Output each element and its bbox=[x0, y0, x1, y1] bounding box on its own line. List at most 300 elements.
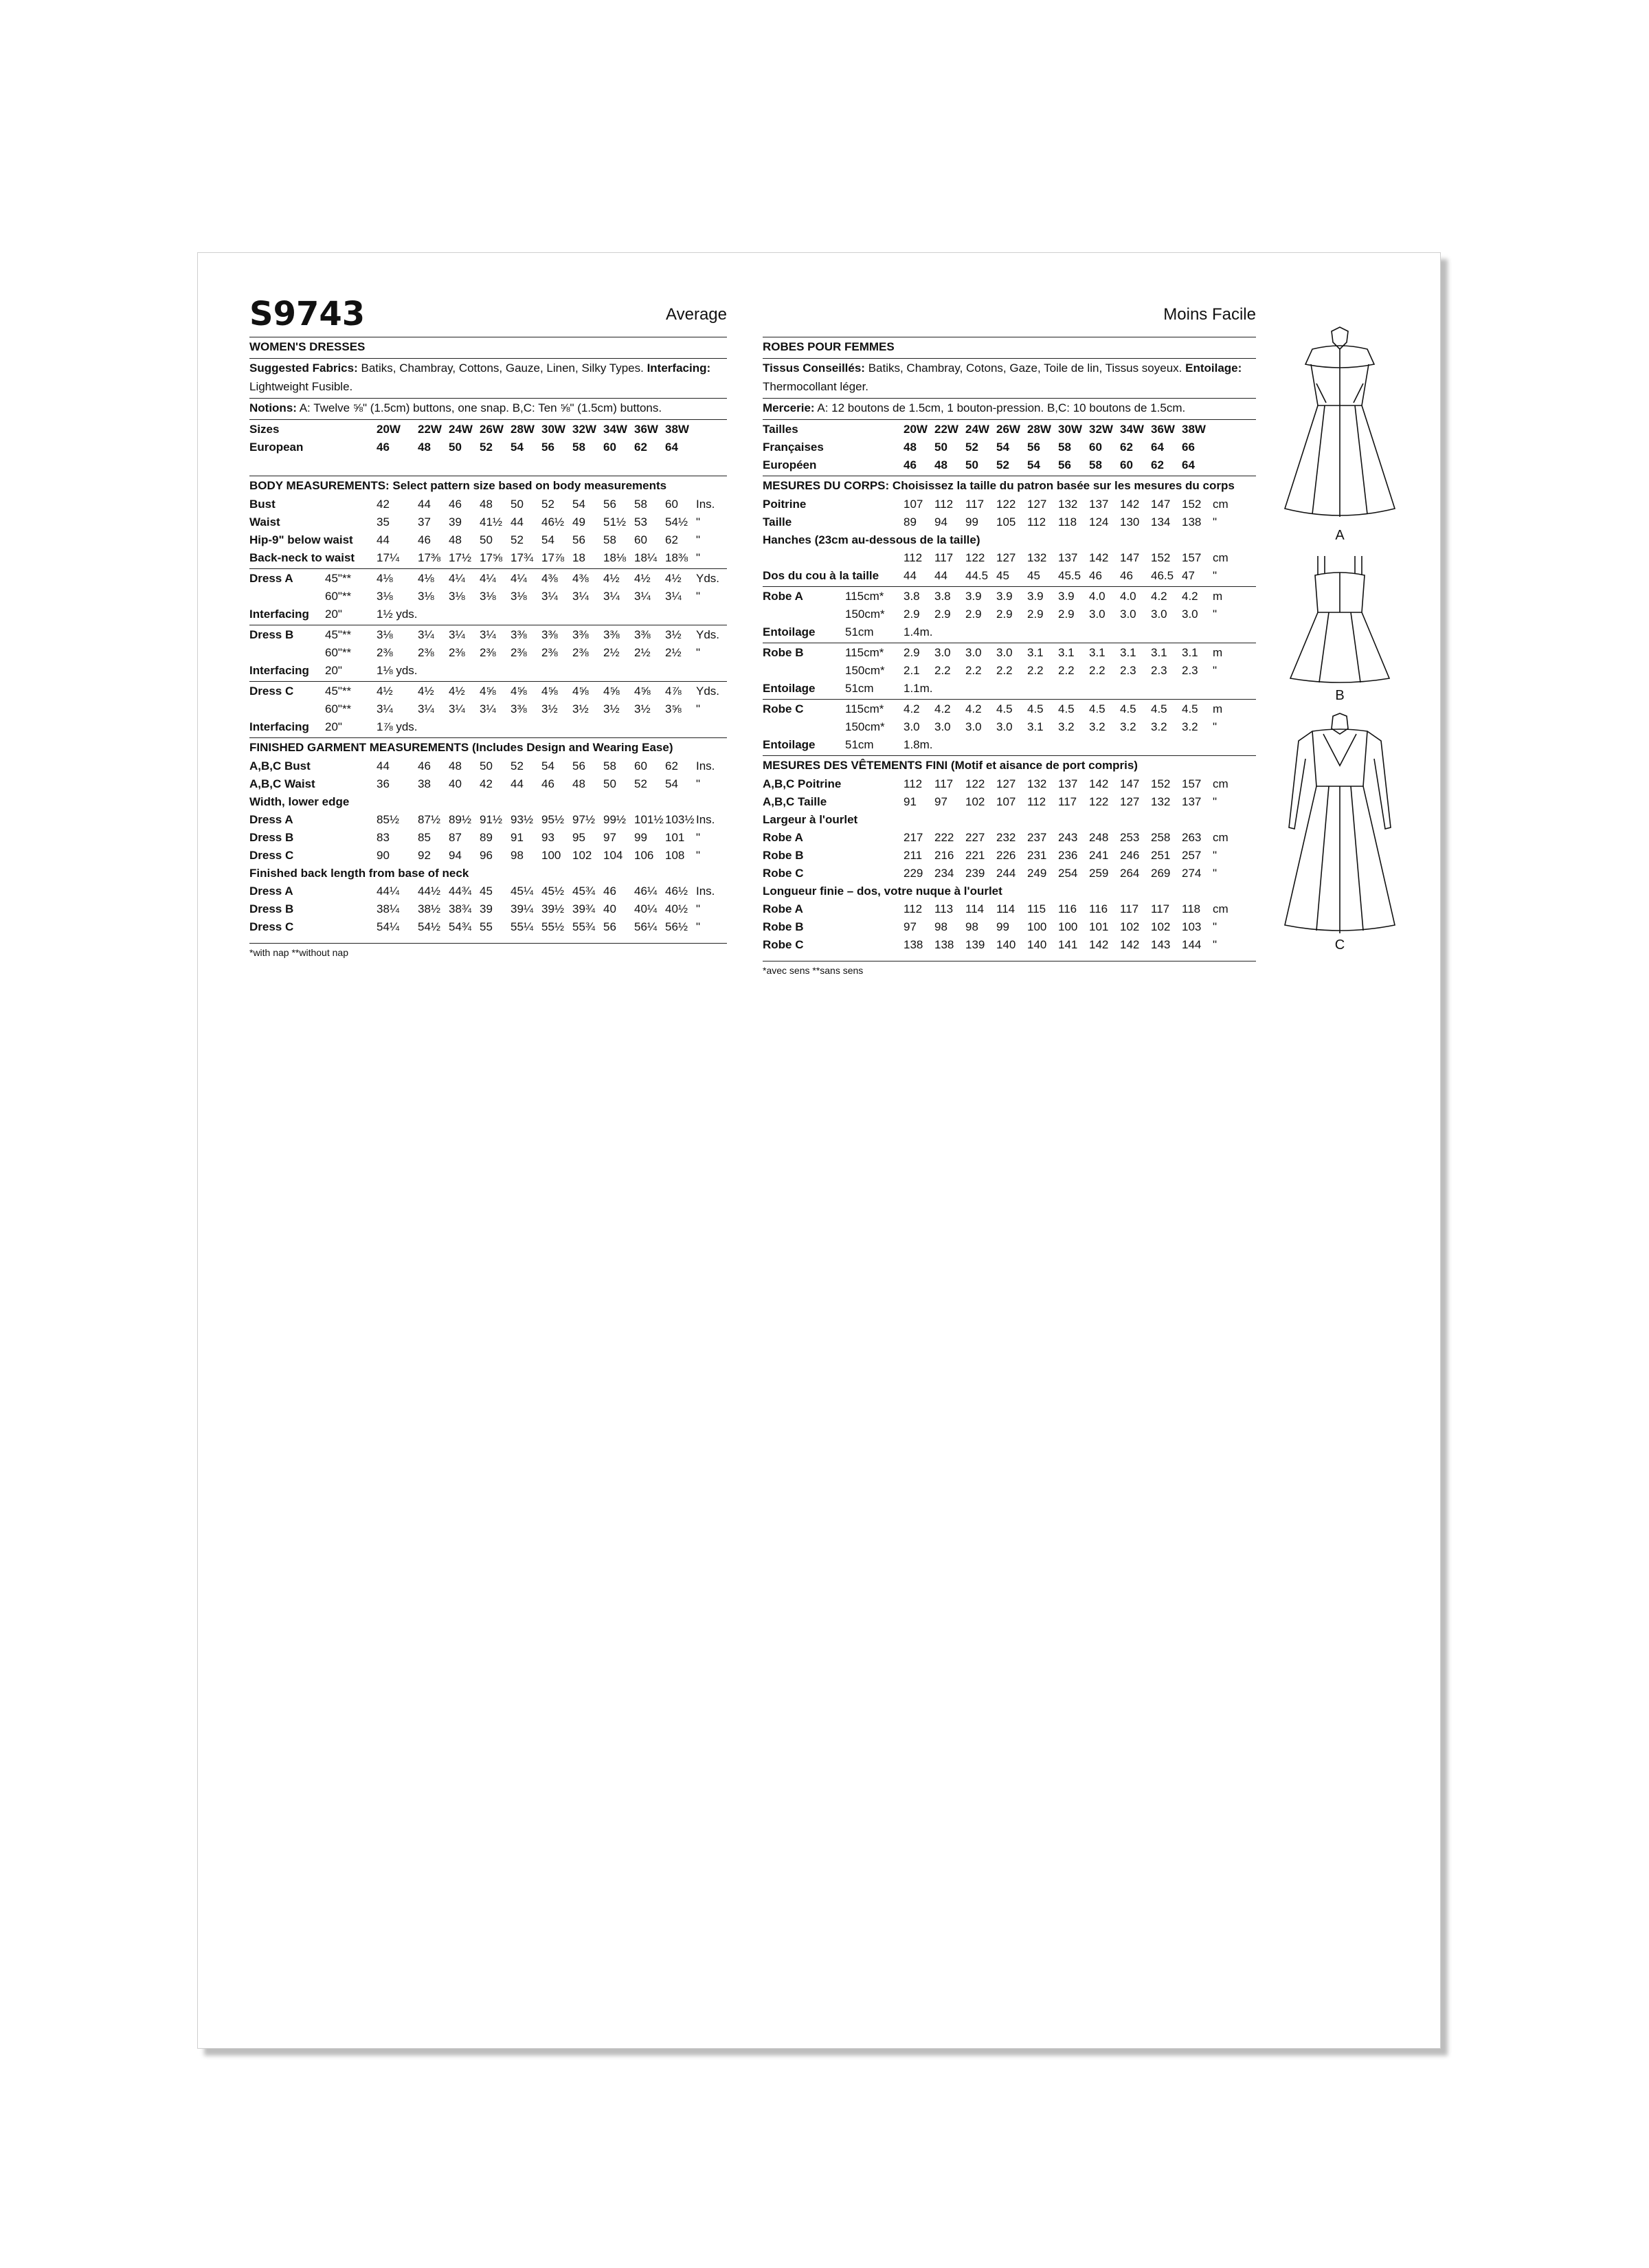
view-letter-a: A bbox=[1335, 528, 1345, 543]
cell-value: 36 bbox=[377, 777, 390, 790]
cell-value: 132 bbox=[1027, 551, 1047, 564]
cell-value: 22W bbox=[934, 422, 958, 436]
cell-value: 91 bbox=[904, 794, 917, 808]
cell-value: 28W bbox=[1027, 422, 1051, 436]
cell-value: 139 bbox=[965, 937, 985, 951]
cell-value: 229 bbox=[904, 866, 923, 880]
cell-value: 4⅛ bbox=[377, 571, 393, 585]
cell-value: 138 bbox=[1182, 515, 1202, 529]
cell-value: 89 bbox=[480, 830, 493, 844]
yardage-tables-fr bbox=[763, 586, 1256, 755]
cell-value: 2.2 bbox=[1027, 663, 1044, 677]
cell-value: 56 bbox=[572, 533, 585, 546]
row-label: Dress B bbox=[249, 830, 294, 844]
table-row bbox=[763, 587, 1256, 605]
footnote: *with nap **without nap bbox=[249, 943, 727, 962]
cell-value: 54¾ bbox=[449, 920, 472, 933]
cell-value: 2.2 bbox=[965, 663, 982, 677]
cell-value: 1⅛ yds. bbox=[377, 663, 418, 677]
table-row bbox=[249, 718, 727, 735]
row-label: Back-neck to waist bbox=[249, 551, 355, 564]
cell-value: 46.5 bbox=[1151, 568, 1174, 582]
cell-value: 112 bbox=[904, 902, 923, 915]
cell-value: 124 bbox=[1089, 515, 1109, 529]
cell-value: 52 bbox=[634, 777, 647, 790]
cell-value: 54 bbox=[541, 533, 554, 546]
cell-value: 3.1 bbox=[1058, 645, 1075, 659]
cell-value: 50 bbox=[449, 440, 462, 454]
unit: " bbox=[696, 589, 701, 603]
cell-value: 140 bbox=[996, 937, 1016, 951]
cell-value: 221 bbox=[965, 848, 985, 862]
table-row bbox=[249, 757, 727, 775]
cell-value: 114 bbox=[965, 902, 985, 915]
cell-value: 2⅜ bbox=[511, 645, 527, 659]
cell-value: 137 bbox=[1182, 794, 1202, 808]
cell-value: 216 bbox=[934, 848, 954, 862]
unit: " bbox=[696, 702, 701, 715]
cell-value: 3¼ bbox=[665, 589, 682, 603]
cell-value: 236 bbox=[1058, 848, 1078, 862]
unit: cm bbox=[1213, 777, 1229, 790]
cell-value: 248 bbox=[1089, 830, 1109, 844]
cell-value: 2.9 bbox=[934, 607, 951, 621]
table-row bbox=[249, 569, 727, 587]
cell-value: 62 bbox=[665, 533, 678, 546]
cell-value: 60 bbox=[665, 497, 678, 511]
interfacing-value-fr: Thermocollant léger. bbox=[763, 380, 869, 393]
table-row bbox=[249, 587, 727, 605]
sizes-table-fr bbox=[763, 419, 1256, 476]
cell-value: 38 bbox=[418, 777, 431, 790]
table-row bbox=[763, 846, 1256, 864]
cell-value: 2.2 bbox=[1089, 663, 1106, 677]
cell-value: 117 bbox=[1151, 902, 1170, 915]
row-label: Hip-9" below waist bbox=[249, 533, 353, 546]
cell-value: 3⅛ bbox=[511, 589, 527, 603]
fabrics-text-fr bbox=[763, 358, 1256, 398]
cell-value: 3.9 bbox=[1058, 589, 1075, 603]
cell-value: 113 bbox=[934, 902, 954, 915]
cell-value: 97 bbox=[934, 794, 947, 808]
unit: " bbox=[696, 920, 701, 933]
cell-value: 38¾ bbox=[449, 902, 472, 915]
cell-value: 52 bbox=[511, 759, 524, 772]
cell-value: 85½ bbox=[377, 812, 400, 826]
row-label: Entoilage bbox=[763, 737, 816, 751]
table-row bbox=[763, 513, 1256, 531]
cell-value: 38W bbox=[1182, 422, 1206, 436]
row-label: Interfacing bbox=[249, 607, 309, 621]
row-label: Bust bbox=[249, 497, 276, 511]
unit: cm bbox=[1213, 902, 1229, 915]
cell-value: 4⅝ bbox=[572, 684, 589, 698]
cell-value: 3⅜ bbox=[511, 702, 527, 715]
cell-value: 58 bbox=[1089, 458, 1102, 471]
cell-value: 107 bbox=[996, 794, 1016, 808]
cell-value: 2.9 bbox=[904, 645, 920, 659]
fabric-width: 150cm* bbox=[845, 720, 885, 733]
cell-value: 38¼ bbox=[377, 902, 400, 915]
header bbox=[249, 294, 727, 337]
cell-value: 3.2 bbox=[1151, 720, 1167, 733]
cell-value: 39½ bbox=[541, 902, 565, 915]
yardage-group bbox=[249, 568, 727, 625]
row-label: Robe C bbox=[763, 702, 804, 715]
cell-value: 3½ bbox=[572, 702, 589, 715]
body-title: BODY MEASUREMENTS: bbox=[249, 479, 390, 492]
cell-value: 46 bbox=[377, 440, 390, 454]
unit: Yds. bbox=[696, 684, 720, 698]
cell-value: 54 bbox=[511, 440, 524, 454]
cell-value: 112 bbox=[1027, 794, 1046, 808]
cell-value: 142 bbox=[1089, 937, 1109, 951]
notions-label-fr: Mercerie: bbox=[763, 401, 815, 414]
finished-rows bbox=[249, 757, 727, 935]
cell-value: 60 bbox=[603, 440, 616, 454]
cell-value: 60 bbox=[1120, 458, 1133, 471]
cell-value: 60 bbox=[1089, 440, 1102, 454]
cell-value: 44 bbox=[377, 759, 390, 772]
cell-value: 44 bbox=[904, 568, 917, 582]
cell-value: 100 bbox=[1027, 920, 1047, 933]
cell-value: 1.8m. bbox=[904, 737, 933, 751]
row-label: Robe A bbox=[763, 830, 803, 844]
yardage-group bbox=[763, 586, 1256, 643]
row-label: A,B,C Bust bbox=[249, 759, 311, 772]
cell-value: 92 bbox=[418, 848, 431, 862]
body-title-rest: Select pattern size based on body measurements bbox=[389, 479, 667, 492]
row-label: Françaises bbox=[763, 440, 824, 454]
cell-value: 55 bbox=[480, 920, 493, 933]
cell-value: 3.2 bbox=[1182, 720, 1198, 733]
cell-value: 3⅜ bbox=[572, 627, 589, 641]
body-measurements-title-fr bbox=[763, 476, 1256, 495]
cell-value: 115 bbox=[1027, 902, 1046, 915]
cell-value: 249 bbox=[1027, 866, 1047, 880]
row-label: Robe A bbox=[763, 902, 803, 915]
cell-value: 4¼ bbox=[449, 571, 465, 585]
cell-value: 46 bbox=[418, 533, 431, 546]
row-label: Robe B bbox=[763, 920, 804, 933]
table-row bbox=[763, 828, 1256, 846]
cell-value: 251 bbox=[1151, 848, 1171, 862]
cell-value: 2.2 bbox=[1058, 663, 1075, 677]
notions-text-fr bbox=[763, 398, 1256, 419]
cell-value: 4⅞ bbox=[665, 684, 682, 698]
row-label: Dress C bbox=[249, 848, 294, 862]
unit: " bbox=[696, 830, 701, 844]
cell-value: 3⅛ bbox=[480, 589, 496, 603]
cell-value: 102 bbox=[1151, 920, 1171, 933]
cell-value: 3½ bbox=[541, 702, 558, 715]
cell-value: 55½ bbox=[541, 920, 565, 933]
cell-value: 40 bbox=[603, 902, 616, 915]
cell-value: 44¾ bbox=[449, 884, 472, 898]
cell-value: 118 bbox=[1058, 515, 1077, 529]
fabric-width: 115cm* bbox=[845, 645, 884, 659]
unit: " bbox=[696, 902, 701, 915]
row-label: Dress B bbox=[249, 902, 294, 915]
unit: " bbox=[1213, 568, 1218, 582]
cell-value: 46¼ bbox=[634, 884, 658, 898]
cell-value: 122 bbox=[965, 777, 985, 790]
cell-value: 2½ bbox=[634, 645, 651, 659]
cell-value: 18¼ bbox=[634, 551, 658, 564]
cell-value: 37 bbox=[418, 515, 431, 529]
body-rows bbox=[249, 495, 727, 566]
cell-value: 52 bbox=[996, 458, 1009, 471]
cell-value: 3⅛ bbox=[449, 589, 465, 603]
cell-value: 60 bbox=[634, 759, 647, 772]
cell-value: 87 bbox=[449, 830, 462, 844]
cell-value: 231 bbox=[1027, 848, 1047, 862]
fabric-width: 20" bbox=[325, 720, 342, 733]
fabrics-value-fr: Batiks, Chambray, Cotons, Gaze, Toile de lin, Tissus soyeux. bbox=[864, 362, 1186, 375]
dress-a-drawing bbox=[1271, 322, 1409, 528]
cell-value: 89 bbox=[904, 515, 917, 529]
cell-value: 3½ bbox=[603, 702, 620, 715]
table-row bbox=[249, 900, 727, 918]
cell-value: 66 bbox=[1182, 440, 1195, 454]
cell-value: 4½ bbox=[418, 684, 434, 698]
row-label: A,B,C Poitrine bbox=[763, 777, 842, 790]
cell-value: 53 bbox=[634, 515, 647, 529]
cell-value: 4.0 bbox=[1089, 589, 1106, 603]
cell-value: 51½ bbox=[603, 515, 627, 529]
table-row bbox=[249, 625, 727, 643]
cell-value: 2⅜ bbox=[541, 645, 558, 659]
cell-value: 56 bbox=[603, 497, 616, 511]
unit: Ins. bbox=[696, 497, 715, 511]
cell-value: 4⅛ bbox=[418, 571, 434, 585]
row-label: Sizes bbox=[249, 422, 280, 436]
cell-value: 2.9 bbox=[1027, 607, 1044, 621]
unit: cm bbox=[1213, 830, 1229, 844]
cell-value: 2.3 bbox=[1120, 663, 1136, 677]
cell-value: 2½ bbox=[603, 645, 620, 659]
cell-value: 44.5 bbox=[965, 568, 989, 582]
cell-value: 99 bbox=[634, 830, 647, 844]
table-row bbox=[763, 679, 1256, 697]
table-row bbox=[763, 700, 1256, 718]
cell-value: 38½ bbox=[418, 902, 441, 915]
cell-value: 58 bbox=[603, 533, 616, 546]
cell-value: 58 bbox=[1058, 440, 1071, 454]
cell-value: 274 bbox=[1182, 866, 1202, 880]
cell-value: 3.1 bbox=[1027, 645, 1044, 659]
cell-value: 142 bbox=[1089, 777, 1109, 790]
cell-value: 106 bbox=[634, 848, 654, 862]
cell-value: 117 bbox=[1120, 902, 1139, 915]
table-row bbox=[249, 700, 727, 718]
cell-value: 152 bbox=[1182, 497, 1202, 511]
cell-value: 38W bbox=[665, 422, 689, 436]
cell-value: 138 bbox=[904, 937, 923, 951]
fabric-width: 115cm* bbox=[845, 702, 884, 715]
table-row bbox=[763, 548, 1256, 566]
cell-value: 34W bbox=[1120, 422, 1144, 436]
cell-value: 40½ bbox=[665, 902, 688, 915]
row-label: Interfacing bbox=[249, 720, 309, 733]
table-row bbox=[249, 495, 727, 513]
cell-value: 127 bbox=[1027, 497, 1047, 511]
cell-value: 50 bbox=[603, 777, 616, 790]
cell-value: 112 bbox=[904, 551, 923, 564]
cell-value: 26W bbox=[996, 422, 1020, 436]
cell-value: 4½ bbox=[634, 571, 651, 585]
cell-value: 97 bbox=[904, 920, 917, 933]
cell-value: 1.1m. bbox=[904, 681, 933, 695]
cell-value: 4.2 bbox=[1151, 589, 1167, 603]
unit: " bbox=[696, 777, 701, 790]
cell-value: 122 bbox=[1089, 794, 1109, 808]
cell-value: 127 bbox=[996, 551, 1016, 564]
cell-value: 95 bbox=[572, 830, 585, 844]
cell-value: 56½ bbox=[665, 920, 688, 933]
cell-value: 28W bbox=[511, 422, 535, 436]
cell-value: 3.2 bbox=[1058, 720, 1075, 733]
cell-value: 47 bbox=[1182, 568, 1195, 582]
view-letter-c: C bbox=[1334, 937, 1345, 953]
cell-value: 4.5 bbox=[996, 702, 1013, 715]
table-row bbox=[763, 643, 1256, 661]
body-rows-fr bbox=[763, 495, 1256, 584]
cell-value: 4½ bbox=[377, 684, 393, 698]
cell-value: 60 bbox=[634, 533, 647, 546]
table-row bbox=[249, 846, 727, 864]
table-row bbox=[763, 661, 1256, 679]
unit: Ins. bbox=[696, 812, 715, 826]
cell-value: 138 bbox=[934, 937, 954, 951]
row-label: Longueur finie – dos, votre nuque à l'ourlet bbox=[763, 884, 1002, 898]
cell-value: 44 bbox=[377, 533, 390, 546]
view-letter-b: B bbox=[1335, 688, 1345, 703]
cell-value: 46 bbox=[1089, 568, 1102, 582]
cell-value: 217 bbox=[904, 830, 923, 844]
header-fr bbox=[763, 294, 1256, 337]
cell-value: 102 bbox=[965, 794, 985, 808]
cell-value: 239 bbox=[965, 866, 985, 880]
dress-b-drawing bbox=[1271, 551, 1409, 688]
cell-value: 3.1 bbox=[1151, 645, 1167, 659]
cell-value: 3¼ bbox=[634, 589, 651, 603]
cell-value: 52 bbox=[541, 497, 554, 511]
cell-value: 3.0 bbox=[965, 645, 982, 659]
row-label: Robe A bbox=[763, 589, 803, 603]
cell-value: 94 bbox=[449, 848, 462, 862]
finished-title-fr: MESURES DES VÊTEMENTS FINI (Motif et aisance de port compris) bbox=[763, 759, 1138, 772]
cell-value: 46 bbox=[603, 884, 616, 898]
cell-value: 2⅜ bbox=[449, 645, 465, 659]
interfacing-label: Interfacing: bbox=[647, 362, 711, 375]
cell-value: 4.0 bbox=[1120, 589, 1136, 603]
cell-value: 55¾ bbox=[572, 920, 596, 933]
cell-value: 4⅝ bbox=[603, 684, 620, 698]
cell-value: 20W bbox=[377, 422, 401, 436]
cell-value: 122 bbox=[965, 551, 985, 564]
cell-value: 137 bbox=[1058, 551, 1078, 564]
cell-value: 246 bbox=[1120, 848, 1140, 862]
cell-value: 44 bbox=[511, 777, 524, 790]
row-label: Dress C bbox=[249, 920, 294, 933]
cell-value: 263 bbox=[1182, 830, 1202, 844]
cell-value: 102 bbox=[1120, 920, 1140, 933]
unit: m bbox=[1213, 589, 1223, 603]
cell-value: 2.3 bbox=[1182, 663, 1198, 677]
row-label: Européen bbox=[763, 458, 817, 471]
cell-value: 48 bbox=[904, 440, 917, 454]
yardage-group bbox=[249, 681, 727, 737]
fabrics-value: Batiks, Chambray, Cottons, Gauze, Linen, Silky Types. bbox=[357, 362, 647, 375]
sizes-table bbox=[249, 419, 727, 458]
cell-value: 50 bbox=[511, 497, 524, 511]
cell-value: 130 bbox=[1120, 515, 1140, 529]
cell-value: 56¼ bbox=[634, 920, 658, 933]
fabric-width: 60"** bbox=[325, 589, 352, 603]
row-label: Robe C bbox=[763, 866, 804, 880]
cell-value: 54 bbox=[541, 759, 554, 772]
cell-value: 40¼ bbox=[634, 902, 658, 915]
cell-value: 46 bbox=[541, 777, 554, 790]
unit: Yds. bbox=[696, 627, 720, 641]
cell-value: 49 bbox=[572, 515, 585, 529]
cell-value: 46 bbox=[1120, 568, 1133, 582]
section-title: WOMEN'S DRESSES bbox=[249, 337, 727, 358]
cell-value: 3¼ bbox=[418, 627, 434, 641]
cell-value: 45¼ bbox=[511, 884, 534, 898]
cell-value: 259 bbox=[1089, 866, 1109, 880]
cell-value: 4½ bbox=[665, 571, 682, 585]
table-row bbox=[763, 495, 1256, 513]
cell-value: 116 bbox=[1089, 902, 1108, 915]
cell-value: 93½ bbox=[511, 812, 534, 826]
table-row bbox=[249, 643, 727, 661]
cell-value: 39¾ bbox=[572, 902, 596, 915]
finished-measurements-table bbox=[249, 737, 727, 937]
cell-value: 4⅝ bbox=[480, 684, 496, 698]
cell-value: 3.8 bbox=[904, 589, 920, 603]
cell-value: 257 bbox=[1182, 848, 1202, 862]
cell-value: 44 bbox=[934, 568, 947, 582]
pattern-code: S9743 bbox=[249, 295, 366, 333]
cell-value: 4.2 bbox=[934, 702, 951, 715]
cell-value: 2⅜ bbox=[418, 645, 434, 659]
cell-value: 101 bbox=[665, 830, 685, 844]
cell-value: 54 bbox=[572, 497, 585, 511]
cell-value: 3.0 bbox=[904, 720, 920, 733]
cell-value: 1.4m. bbox=[904, 625, 933, 638]
row-label: Dress B bbox=[249, 627, 294, 641]
finished-title: FINISHED GARMENT MEASUREMENTS (Includes Design and Wearing Ease) bbox=[249, 741, 673, 754]
row-label: Entoilage bbox=[763, 625, 816, 638]
cell-value: 87½ bbox=[418, 812, 441, 826]
cell-value: 4¼ bbox=[511, 571, 527, 585]
row-label: A,B,C Taille bbox=[763, 794, 827, 808]
cell-value: 127 bbox=[1120, 794, 1140, 808]
cell-value: 4⅝ bbox=[634, 684, 651, 698]
cell-value: 157 bbox=[1182, 551, 1202, 564]
cell-value: 44½ bbox=[418, 884, 441, 898]
table-row bbox=[763, 900, 1256, 918]
cell-value: 241 bbox=[1089, 848, 1109, 862]
finished-measurements-table-fr bbox=[763, 755, 1256, 955]
cell-value: 3.1 bbox=[1089, 645, 1106, 659]
row-label: Robe B bbox=[763, 848, 804, 862]
cell-value: 34W bbox=[603, 422, 627, 436]
fabric-width: 45"** bbox=[325, 627, 352, 641]
finished-rows-fr bbox=[763, 775, 1256, 953]
